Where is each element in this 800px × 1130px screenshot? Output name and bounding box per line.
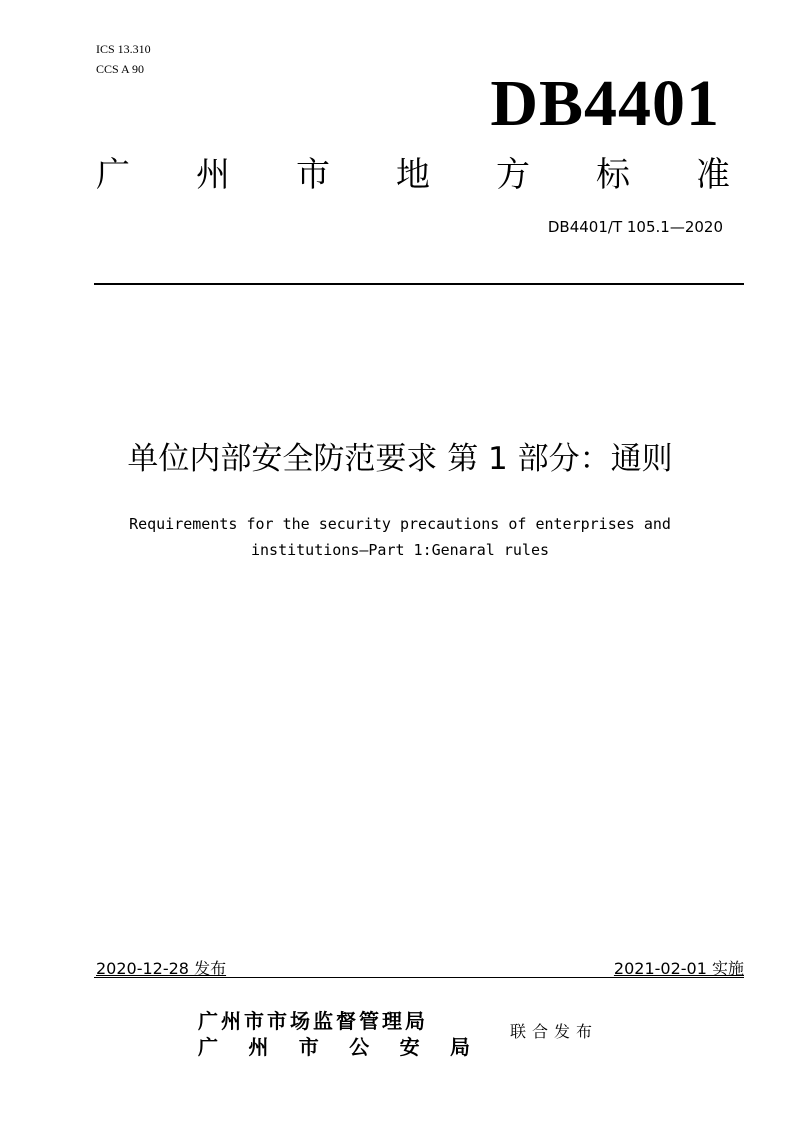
issuer-char: 安 <box>399 1035 420 1059</box>
issuer-market-regulation: 广州市市场监督管理局 <box>198 1009 428 1033</box>
joint-release-label: 联合发布 <box>510 1022 599 1041</box>
standard-type-char: 市 <box>296 155 330 195</box>
ics-code: ICS 13.310 <box>96 42 151 56</box>
issuer-char: 市 <box>298 1035 319 1059</box>
document-title-en <box>0 511 800 563</box>
title-en-line-2: institutions—Part 1:Genaral rules <box>250 541 549 559</box>
document-title-zh: 单位内部安全防范要求 第 1 部分：通则 <box>127 441 673 477</box>
title-en-line-1: Requirements for the security precautions of enterprises and <box>129 515 671 533</box>
publish-date: 2020-12-28 发布 <box>96 959 227 978</box>
standard-type <box>96 153 730 197</box>
db-code-title: DB4401 <box>490 67 720 140</box>
standard-number: DB4401/T 105.1—2020 <box>547 218 723 236</box>
standard-type-char: 州 <box>196 155 230 195</box>
issuer-char: 公 <box>349 1035 370 1059</box>
issuer-public-security <box>198 1034 470 1060</box>
standard-type-char: 标 <box>596 155 630 195</box>
implement-date: 2021-02-01 实施 <box>613 959 744 978</box>
ccs-code: CCS A 90 <box>96 62 145 76</box>
issuer-char: 局 <box>449 1035 470 1059</box>
standard-type-char: 方 <box>496 155 530 195</box>
footer-divider <box>94 977 744 978</box>
issuer-char: 广 <box>198 1035 218 1059</box>
issuer-char: 州 <box>248 1035 269 1059</box>
standard-type-char: 广 <box>96 155 130 195</box>
standard-type-char: 准 <box>696 155 730 195</box>
header-divider <box>94 283 744 285</box>
standard-type-char: 地 <box>396 155 430 195</box>
